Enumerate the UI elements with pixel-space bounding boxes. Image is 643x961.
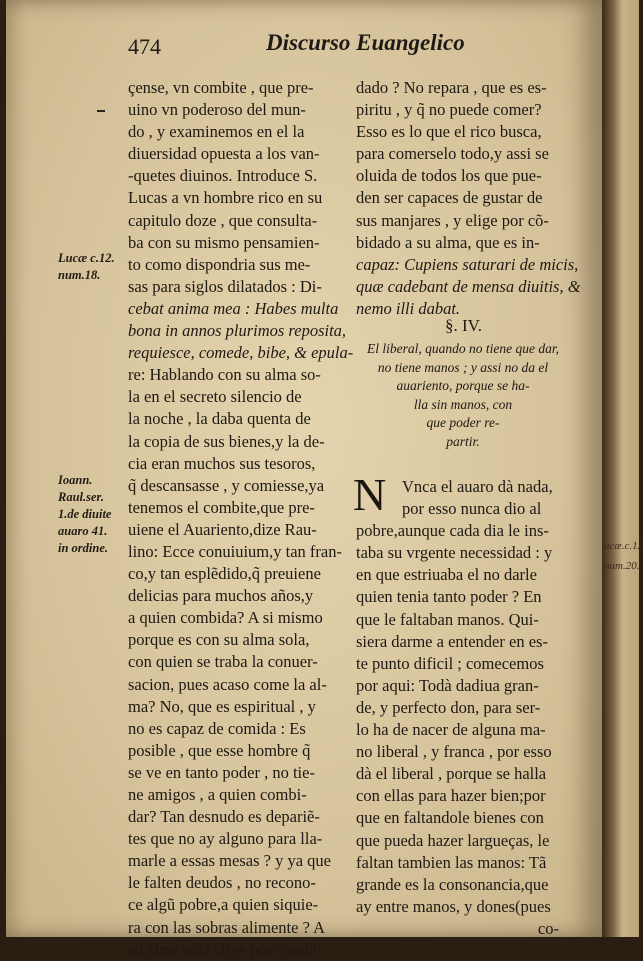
text-line: en que estriuaba el no darle (356, 565, 537, 585)
text-line: den ser capaces de gustar de (356, 188, 543, 208)
text-line: tenemos el combite,que pre- (128, 497, 315, 517)
text-line-latin: quæ cadebant de mensa diuitis, & (356, 276, 581, 296)
text-line: ce algũ pobre,a quien siquie- (128, 895, 319, 915)
facing-page-note: ucæ.c.12 (604, 540, 643, 552)
text-line: siera darme a entender en es- (356, 631, 548, 651)
text-line: de, y perfecto don, para ser- (356, 697, 541, 717)
text-line: sacion, pues acaso come la al- (128, 674, 327, 694)
text-line: se ve en tanto poder , no tie- (128, 762, 315, 782)
text-line: lino: Ecce conuiuium,y tan fran- (128, 541, 342, 561)
text-line: oluida de todos los que pue- (356, 166, 542, 186)
margin-note-line: Ioann. (58, 473, 93, 487)
text-line: la copia de sus bienes,y la de- (128, 431, 325, 451)
text-line: uiene el Auariento,dize Rau- (128, 519, 317, 539)
text-line: con ellas para hazer bien;por (356, 786, 546, 806)
page-number: 474 (128, 34, 161, 59)
catchword: co- (537, 918, 559, 938)
subtitle-line: El liberal, quando no tiene que dar, (367, 341, 559, 356)
text-line: la en el secreto silencio de (128, 387, 302, 407)
text-line: Lucas a vn hombre rico en su (128, 188, 323, 208)
text-line: ma? No, que es espiritual , y (128, 696, 316, 716)
text-line: co,y tan esplẽdido,q̃ preuiene (128, 564, 321, 584)
text-line: dar? Tan desnudo es depariẽ- (128, 807, 320, 827)
text-line: ra con las sobras alimente ? A (128, 917, 326, 937)
subtitle-line: que poder re- (426, 415, 500, 430)
text-line: para comerselo todo,y assi se (356, 144, 549, 164)
text-line: uino vn poderoso del mun- (128, 100, 306, 120)
running-title: Discurso Euangelico (266, 30, 465, 55)
margin-note-line: num.18. (58, 268, 101, 282)
text-line: dà el liberal , porque se halla (356, 764, 547, 784)
text-line-latin: nemo illi dabat. (356, 298, 461, 318)
text-line: q̃ descansasse , y comiesse,ya (128, 475, 325, 495)
text-line: que pueda hazer largueças, le (356, 830, 550, 850)
text-line: que le faltaban manos. Qui- (356, 609, 539, 629)
section-subtitle (352, 340, 574, 451)
text-line: ay entre manos, y dones(pues (356, 896, 551, 916)
text-line: no es capaz de comida : Es (128, 718, 306, 738)
text-line: que en faltandole bienes con (356, 808, 544, 828)
text-line: piritu , y q̃ no puede comer? (356, 100, 542, 120)
margin-note-line: Raul.ser. (58, 490, 104, 504)
section-heading: §. IV. (445, 316, 482, 335)
margin-dash (97, 110, 105, 112)
text-line: porque es con su alma sola, (128, 630, 310, 650)
left-text-column (128, 77, 354, 961)
text-line: ba con su mismo pensamien- (128, 232, 320, 252)
text-line: dado ? No repara , que es es- (356, 78, 547, 97)
drop-cap: N (353, 469, 387, 520)
subtitle-line: partir. (446, 433, 480, 449)
right-text-column-bottom (356, 476, 571, 940)
text-line: re: Hablando con su alma so- (128, 365, 321, 385)
margin-note-raulin (58, 472, 111, 557)
text-line: posible , que esse hombre q̃ (128, 740, 311, 760)
subtitle-line: no tiene manos ; y assi no da el (377, 359, 549, 375)
subtitle-line: auariento, porque se ha- (396, 378, 530, 393)
text-line: tes que no ay alguno para lla- (128, 829, 323, 849)
text-line: la noche , la daba quenta de (128, 409, 311, 429)
text-line-latin: requiesce, comede, bibe, & epula- (128, 343, 354, 363)
text-line: quien tenia tanto poder ? En (356, 587, 542, 607)
margin-note-line: Lucæ c.12. (58, 251, 115, 265)
text-line: capitulo doze , que consulta- (128, 210, 318, 230)
margin-note-line: 1.de diuite (58, 507, 112, 521)
right-text-column-top (356, 77, 581, 320)
text-line-latin: capaz: Cupiens saturari de micis, (356, 254, 579, 274)
text-line: por esso nunca dio al (402, 499, 542, 519)
text-line: delicias para muchos años,y (128, 586, 314, 606)
text-line: te punto dificil ; comecemos (356, 653, 544, 673)
subtitle-line: lla sin manos, con (413, 396, 513, 412)
text-line: marle a essas mesas ? y ya que (128, 851, 331, 871)
text-line: Vnca el auaro dà nada, (402, 477, 553, 496)
facing-page-note: num.20. (604, 560, 640, 572)
text-line: pobre,aunque cada dia le ins- (356, 521, 549, 541)
text-line: grande es la consonancia,que (356, 874, 549, 894)
text-line: con quien se traba la conuer- (128, 652, 318, 672)
text-line: sas para siglos dilatados : Di- (128, 276, 322, 296)
text-line: le falten deudos , no recono- (128, 873, 316, 893)
text-line: por aqui: Todà dadiua gran- (356, 675, 539, 695)
text-line: faltan tambien las manos: Tã (356, 852, 547, 872)
text-line: bidado a su alma, que es in- (356, 232, 540, 252)
text-line: a quien combida? A si mismo (128, 608, 323, 628)
text-line: cia eran muchos sus tesoros, (128, 453, 316, 473)
text-line-latin: bona in annos plurimos reposita, (128, 321, 347, 341)
text-line: çense, vn combite , que pre- (128, 78, 314, 97)
text-line: su alma sola elige por combi- (128, 939, 323, 959)
text-line: do , y examinemos en el la (128, 122, 305, 142)
facing-page-edge (602, 0, 639, 937)
text-line: Esso es lo que el rico busca, (356, 122, 542, 142)
text-line: no liberal , y franca , por esso (356, 742, 552, 762)
margin-note-line: auaro 41. (58, 524, 108, 538)
text-line: to como dispondria sus me- (128, 254, 311, 274)
text-line: -quetes diuinos. Introduce S. (128, 166, 318, 186)
text-line: sus manjares , y elige por cõ- (356, 210, 549, 230)
text-line: diuersidad opuesta a los van- (128, 144, 320, 164)
text-line: taba su vrgente necessidad : y (356, 543, 553, 563)
margin-note-line: in ordine. (58, 541, 109, 555)
text-line: ne amigos , a quien combi- (128, 785, 307, 804)
margin-note-luke (58, 250, 115, 284)
text-line: lo ha de nacer de alguna ma- (356, 720, 546, 740)
text-line-latin: cebat anima mea : Habes multa (128, 298, 339, 318)
